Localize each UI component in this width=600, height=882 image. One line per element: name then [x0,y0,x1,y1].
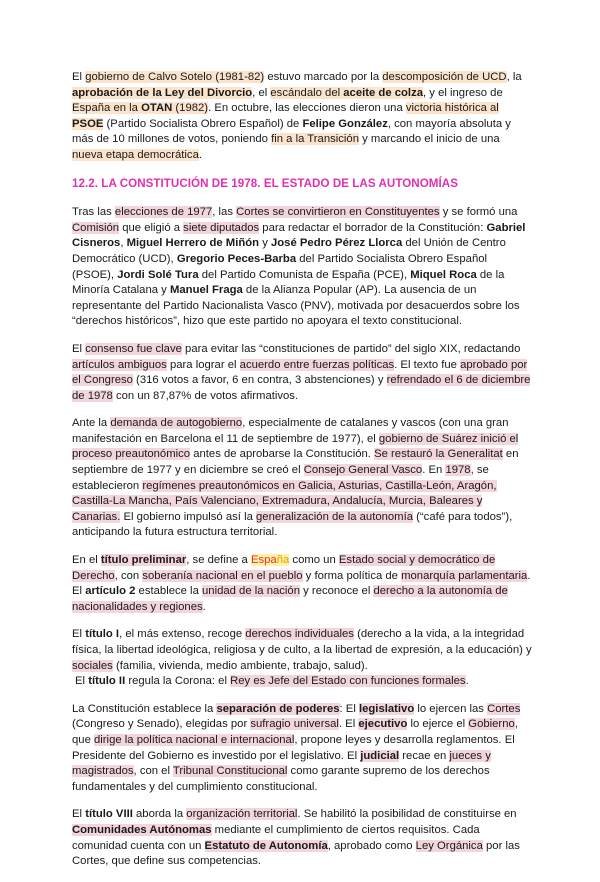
text-run: . El [72,569,531,598]
text-run: establece la [135,585,202,598]
text-run: fin a la Transición [271,133,359,146]
text-run: Espa [250,554,277,567]
text-run: demanda de autogobierno [110,417,243,430]
bold-text-run: artículo 2 [85,585,136,598]
text-run: . El texto fue [394,358,461,371]
text-run: por las Cortes, que define sus competencias. [72,839,520,868]
text-run: , la [506,71,522,83]
text-run: descomposición de UCD [382,71,507,83]
text-run: unidad de la nación [202,585,300,598]
text-run: acuerdo entre fuerzas políticas [239,358,395,371]
bold-text-run: Miguel Herrero de Miñón [126,237,260,250]
bold-text-run: Felipe González [302,117,388,130]
bold-text-run: José Pedro Pérez Llorca [271,237,403,250]
bold-text-run: aprobación de la Ley del Divorcio [72,86,253,99]
text-run: artículos ambiguos [72,358,167,371]
text-run: Gobierno [468,718,515,731]
text-run: como un [289,554,339,567]
text-run: , [120,237,127,250]
text-run: Cortes se convirtieron en Constituyentes [236,206,440,219]
text-run: lo ejerce el [407,718,469,731]
text-run: . [465,675,469,688]
text-run: . En [422,464,446,477]
text-run: Rey es Jefe del Estado con funciones formales [230,675,466,688]
text-run: dirige la política nacional e internacional [94,733,295,746]
text-run: y se formó una [439,206,518,219]
text-run: para redactar el borrador de la Constitución: [259,221,487,234]
text-run: , el más extenso, recoge [119,628,246,641]
text-run: 1978 [445,464,471,477]
bold-text-run: separación de poderes [216,702,340,715]
text-run: . [202,600,206,613]
text-run: Cortes [487,702,521,715]
section-heading: 12.2. LA CONSTITUCIÓN DE 1978. EL ESTADO DE LAS AUTONOMÍAS [72,176,458,190]
text-run: organización territorial [186,808,298,821]
text-run: En el [72,554,101,567]
text-run: lo ejercen las [414,702,488,715]
text-run: , que [72,718,518,746]
bold-text-run: Manuel Fraga [169,284,243,297]
bold-text-run: judicial [360,749,400,762]
text-run: La Constitución establece la [72,702,217,715]
bold-text-run: Gregorio Peces-Barba [176,252,297,265]
text-run: estuvo marcado por la [264,71,383,83]
text-run: monarquía parlamentaria [401,569,528,582]
text-run: , con [114,569,143,582]
text-run: (derecho a la vida, a la integridad física, la libertad ideológica, religiosa y de culto, a la libertad de expresión, a la educación) y [72,628,532,656]
text-run: El [75,675,89,688]
bold-text-run: título II [88,675,126,688]
text-run: Ante la [72,417,111,430]
text-run: El [72,628,86,641]
text-run: (familia, vivienda, medio ambiente, trabajo, salud). [112,659,368,672]
text-run: (316 votos a favor, 6 en contra, 3 abstenciones) y [132,374,387,387]
text-run: que eligió a [119,221,184,234]
text-run: aborda la [132,808,187,821]
text-run: nueva etapa democrática [72,148,199,161]
bold-text-run: Jordi Solé Tura [117,268,199,281]
text-run: , con el [133,765,173,778]
text-run: , con mayoría absoluta y más de 10 millones de votos, poniendo [72,117,511,146]
text-run: : El [339,702,359,715]
text-run: El gobierno impulsó así la [120,510,256,523]
text-run: , se define a [186,554,251,567]
text-run: y forma política de [302,569,402,582]
text-run: , especialmente de catalanes y vascos (con una gran manifestación en Barcelona el 11 de septiembre de 1977), el [72,417,509,445]
text-run: , se establecieron [72,464,489,492]
text-run: aprobado por el Congreso [72,358,528,387]
text-run: España en la [72,102,142,115]
bold-text-run: Gabriel Cisneros [72,221,526,250]
paragraph-titulo-i [72,627,532,674]
text-run: , el [252,86,271,99]
text-run: para lograr el [166,358,240,371]
text-run: elecciones de 1977 [114,206,213,219]
text-run: derechos individuales [245,628,354,641]
text-run: gobierno de Calvo Sotelo (1981-82) [85,71,265,83]
text-run: de la Alianza Popular (AP). La ausencia de un representante del Partido Nacionalista Vasco (PNV), motivada por desacuerdos sobre los “derechos históricos”, hizo que este partido no apoyara el texto constitucional. [72,284,520,328]
text-run: El [72,342,86,355]
bold-text-run: OTAN [141,102,173,115]
paragraph-consenso [72,342,532,404]
text-run: escándalo del [270,86,344,99]
text-run: . Se habilitó la posibilidad de constituirse en [297,808,517,821]
text-run: gobierno de Suárez inició el proceso preautonómico [72,432,519,461]
text-run: y reconoce el [300,585,374,598]
bold-text-run: PSOE [72,117,104,130]
text-run: del Unión de Centro Democrático (UCD), [72,237,506,265]
text-run: Ley Orgánica [415,839,483,852]
paragraph-titulo-ii [72,674,532,690]
text-run: . El [338,718,359,731]
text-run: (Partido Socialista Obrero Español) de [103,117,303,130]
bold-text-run: título preliminar [100,554,187,567]
bold-text-run: ejecutivo [358,718,408,731]
paragraph-cortes-constituyentes [72,205,532,330]
bold-text-run: legislativo [358,702,415,715]
text-run: ña [276,554,290,567]
text-run: . [198,148,202,161]
text-run: (1982) [172,102,209,115]
text-run: con un 87,87% de votos afirmativos. [112,389,299,402]
text-run: . En octubre, las elecciones dieron una [208,102,406,115]
text-run: refrendado el 6 de diciembre de 1978 [72,374,531,402]
text-run: Comisión [72,221,120,234]
text-run: en septiembre de 1977 y en diciembre se creó el [72,448,519,477]
text-run: El [72,71,86,83]
text-run: (“café para todos”), anticipando la futura estructura territorial. [72,510,513,539]
text-run: victoria histórica al [405,102,499,115]
text-run: de la Minoría Catalana y [72,268,505,297]
bold-text-run: Miquel Roca [410,268,477,281]
text-run: antes de aprobarse la Constitución. [190,448,375,461]
paragraph-separacion-poderes [72,702,532,796]
paragraph-titulo-preliminar [72,553,532,615]
bold-text-run: aceite de colza [343,86,423,99]
text-run: Estado social y democrático de Derecho [72,554,496,582]
text-run: del Partido Socialista Obrero Español (PSOE), [72,252,488,281]
text-run: , propone leyes y desarrolla reglamentos. El Presidente del Gobierno es investido por el legislativo. El [72,733,515,762]
document-page [72,70,532,882]
text-run: recae en [399,749,450,762]
text-run: Tras las [72,206,115,219]
text-run: como garante supremo de los derechos fundamentales y del cumplimiento constitucional. [72,765,490,793]
text-run: para evitar las “constituciones de partido” del siglo XIX, redactando [181,342,521,355]
text-run: y [259,237,271,250]
text-run: mediante el cumplimiento de ciertos requisitos. Cada comunidad cuenta con un [72,823,480,852]
text-run: Consejo General Vasco [303,464,423,477]
text-run: siete diputados [183,221,260,234]
text-run: , las [212,206,237,219]
text-run: , y el ingreso de [423,86,503,99]
bold-text-run: Comunidades Autónomas [72,823,212,836]
bold-text-run: título I [85,628,120,641]
text-run: derecho a la autonomía de nacionalidades y regiones [72,585,508,613]
text-run: (Congreso y Senado), elegidas por [72,718,251,731]
text-run: regula la Corona: el [125,675,231,688]
bold-text-run: título VIII [85,808,133,821]
text-run: regímenes preautonómicos en Galicia, Asturias, Castilla-León, Aragón, Castilla-La Mancha, País Valenciano, Extremadura, Andalucía, Murcia, Baleares y Canarias. [72,479,497,523]
text-run: Se restauró la Generalitat [374,448,503,461]
text-run: El [72,808,86,821]
text-run: y marcando el inicio de una [359,133,500,146]
text-run: jueces y magistrados [72,749,491,778]
bold-text-run: Estatuto de Autonomía [204,839,328,852]
text-run: consenso fue clave [85,342,182,355]
text-run: , aprobado como [327,839,416,852]
paragraph-calvo-sotelo [72,70,532,164]
text-run: sufragio universal [250,718,339,731]
text-run: soberanía nacional en el pueblo [142,569,303,582]
text-run: Tribunal Constitucional [172,765,288,778]
paragraph-titulo-viii [72,807,532,869]
text-run: sociales [72,659,113,672]
text-run: generalización de la autonomía [256,510,414,523]
paragraph-autogobierno [72,416,532,541]
text-run: del Partido Comunista de España (PCE), [198,268,411,281]
